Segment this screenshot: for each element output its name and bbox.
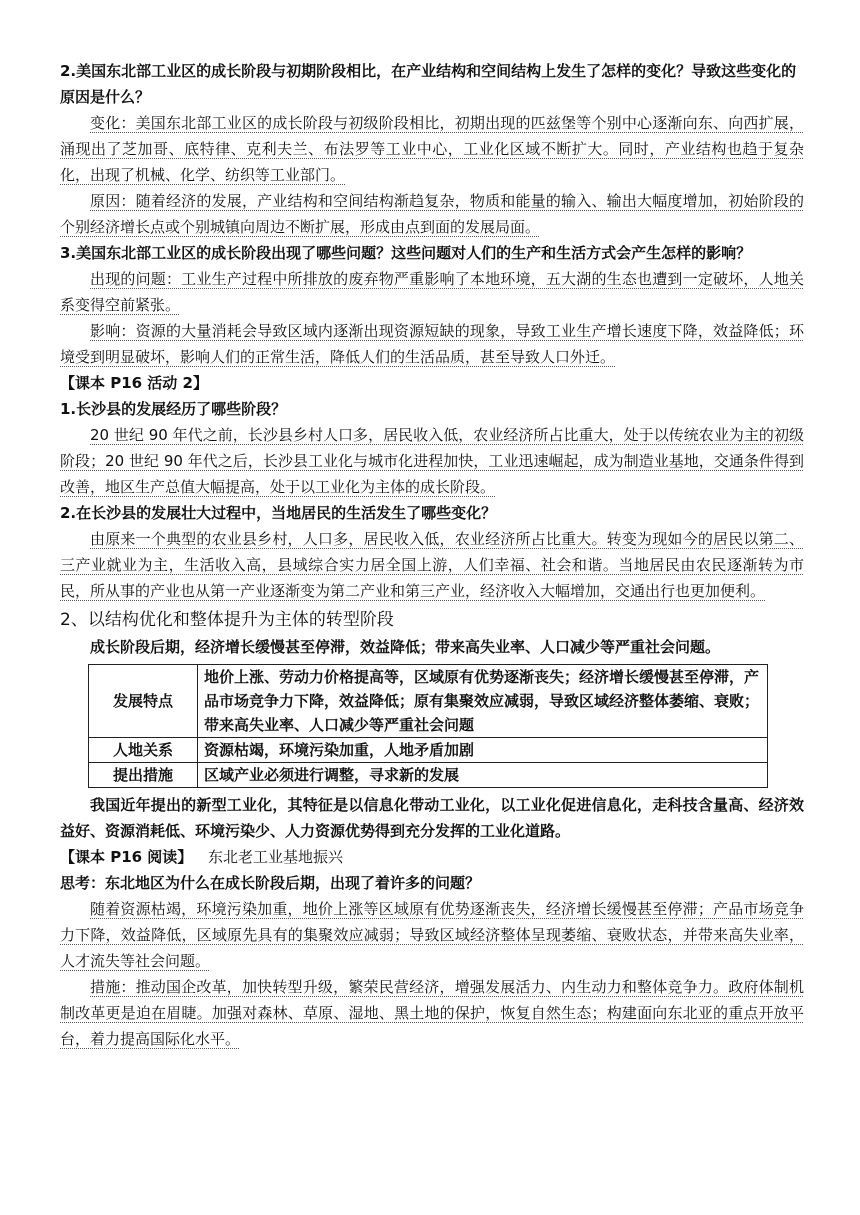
reading-header (60, 844, 804, 870)
question-3-title: 3.美国东北部工业区的成长阶段出现了哪些问题？这些问题对人们的生产和生活方式会产生怎样的影响？ (60, 244, 752, 262)
question-3-impact (60, 318, 804, 370)
table-row (89, 763, 768, 788)
answer-text: 20 世纪 90 年代之前，长沙县乡村人口多，居民收入低，农业经济所占比重大，处于以传统农业为主的初级阶段；20 世纪 90 年代之后，长沙县工业化与城市化进程加快，工业迅速崛起，成为制造业基地，交通条件得到改善，地区生产总值大幅提高，处于以工业化为主体的成长阶段。 (60, 426, 804, 496)
stage-title: 2、以结构优化和整体提升为主体的转型阶段 (60, 610, 394, 630)
think-answer (60, 896, 804, 974)
activity-question-1-answer (60, 422, 804, 500)
stage-table (88, 664, 768, 788)
stage-intro: 成长阶段后期，经济增长缓慢甚至停滞，效益降低；带来高失业率、人口减少等严重社会问题。 (90, 638, 721, 656)
activity-question-2-title: 2.在长沙县的发展壮大过程中，当地居民的生活发生了哪些变化？ (60, 504, 497, 522)
table-row (89, 738, 768, 763)
table-row-body: 区域产业必须进行调整，寻求新的发展 (198, 763, 768, 788)
table-row-head: 人地关系 (89, 738, 198, 763)
activity-2-header: 【课本 P16 活动 2】 (60, 374, 208, 392)
measure-answer (60, 974, 804, 1052)
table-row-body: 地价上涨、劳动力价格提高等，区域原有优势逐渐丧失；经济增长缓慢甚至停滞，产品市场竞争力下降，效益降低；原有集聚效应减弱，导致区域经济整体萎缩、衰败；带来高失业率、人口减少等严重社会问题 (198, 665, 768, 738)
table-row-head: 提出措施 (89, 763, 198, 788)
answer-text: 随着资源枯竭，环境污染加重，地价上涨等区域原有优势逐渐丧失，经济增长缓慢甚至停滞；产品市场竞争力下降，效益降低，区域原先具有的集聚效应减弱；导致区域经济整体呈现萎缩、衰败状态，并带来高失业率，人才流失等社会问题。 (60, 900, 804, 970)
question-2-reason (60, 188, 804, 240)
answer-text: 原因：随着经济的发展，产业结构和空间结构渐趋复杂，物质和能量的输入、输出大幅度增加，初始阶段的个别经济增长点或个别城镇向周边不断扩展，形成由点到面的发展局面。 (60, 192, 804, 236)
table-row-head: 发展特点 (89, 665, 198, 738)
activity-question-1-title: 1.长沙县的发展经历了哪些阶段？ (60, 400, 287, 418)
activity-question-2-answer (60, 526, 804, 604)
answer-text: 影响：资源的大量消耗会导致区域内逐渐出现资源短缺的现象，导致工业生产增长速度下降，效益降低；环境受到明显破坏，影响人们的正常生活，降低人们的生活品质，甚至导致人口外迁。 (60, 322, 804, 366)
table-row-body: 资源枯竭，环境污染加重，人地矛盾加剧 (198, 738, 768, 763)
question-3-problem (60, 266, 804, 318)
document-page (60, 58, 804, 1052)
table-row (89, 665, 768, 738)
think-question: 思考：东北地区为什么在成长阶段后期，出现了着许多的问题？ (60, 874, 481, 892)
reading-topic: 东北老工业基地振兴 (208, 848, 344, 866)
answer-text: 变化：美国东北部工业区的成长阶段与初级阶段相比，初期出现的匹兹堡等个别中心逐渐向东、向西扩展，涌现出了芝加哥、底特律、克利夫兰、布法罗等工业中心，工业化区域不断扩大。同时，产业结构也趋于复杂化，出现了机械、化学、纺织等工业部门。 (60, 114, 804, 184)
answer-text: 出现的问题：工业生产过程中所排放的废弃物严重影响了本地环境，五大湖的生态也遭到一定破坏，人地关系变得空前紧张。 (60, 270, 804, 314)
answer-text: 措施：推动国企改革，加快转型升级，繁荣民营经济，增强发展活力、内生动力和整体竞争力。政府体制机制改革更是迫在眉睫。加强对森林、草原、湿地、黑土地的保护，恢复自然生态；构建面向东北亚的重点开放平台，着力提高国际化水平。 (60, 978, 804, 1048)
reading-label: 【课本 P16 阅读】 (60, 848, 193, 866)
question-2-change (60, 110, 804, 188)
answer-text: 由原来一个典型的农业县乡村，人口多，居民收入低，农业经济所占比重大。转变为现如今的居民以第二、三产业就业为主，生活收入高，县域综合实力居全国上游，人们幸福、社会和谐。当地居民由农民逐渐转为市民，所从事的产业也从第一产业逐渐变为第二产业和第三产业，经济收入大幅增加，交通出行也更加便利。 (60, 530, 804, 600)
question-2-title: 2.美国东北部工业区的成长阶段与初期阶段相比，在产业结构和空间结构上发生了怎样的变化？导致这些变化的原因是什么？ (60, 62, 797, 106)
new-industrialization-text: 我国近年提出的新型工业化，其特征是以信息化带动工业化，以工业化促进信息化，走科技含量高、经济效益好、资源消耗低、环境污染少、人力资源优势得到充分发挥的工业化道路。 (60, 796, 804, 840)
